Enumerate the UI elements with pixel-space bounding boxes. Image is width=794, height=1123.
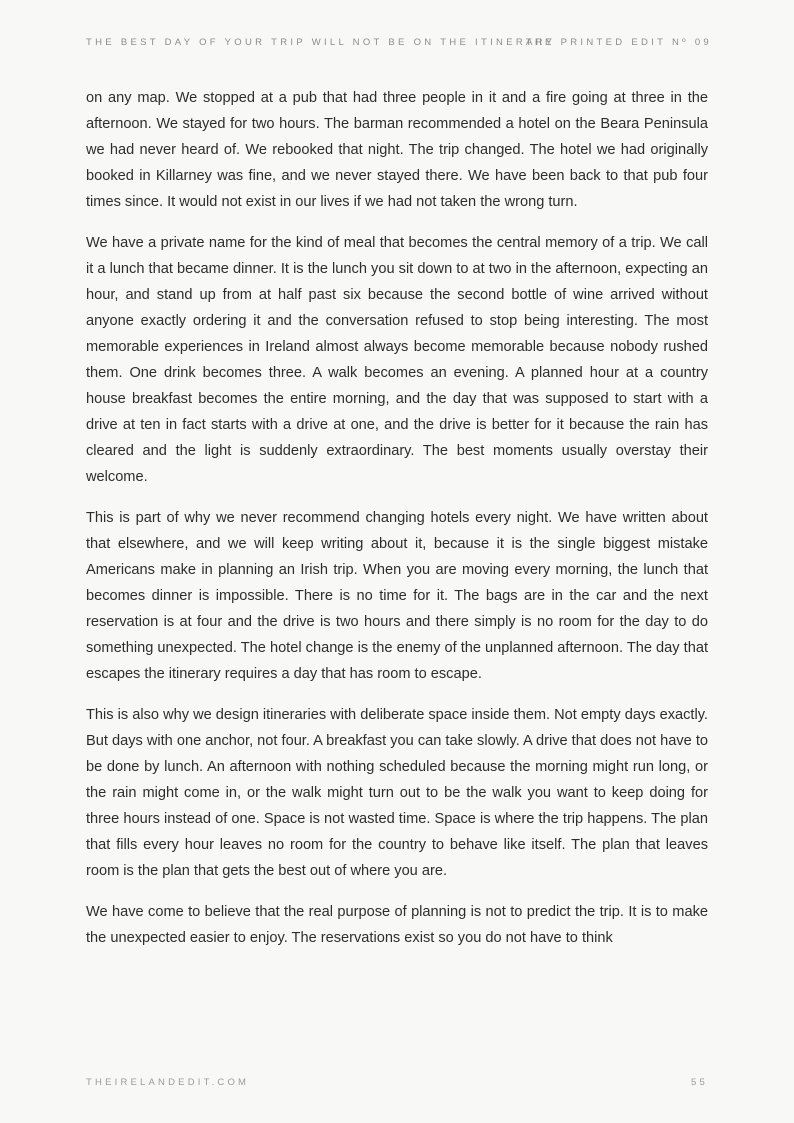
edition-label: THE PRINTED EDIT Nº 09 — [525, 37, 712, 48]
page-number: 55 — [691, 1077, 708, 1088]
article-body — [86, 85, 708, 966]
running-header — [86, 37, 712, 51]
paragraph: We have a private name for the kind of meal that becomes the central memory of a trip. We call it a lunch that became dinner. It is the lunch you sit down to at two in the afternoon, expecting an hour, and stand up from at half past six because the second bottle of wine arrived without anyone exactly ordering it and the conversation refused to stop being interesting. The most memorable experiences in Ireland almost always become memorable because nobody rushed them. One drink becomes three. A walk becomes an evening. A planned hour at a country house breakfast becomes the entire morning, and the day that was supposed to start with a drive at ten in fact starts with a drive at one, and the drive is better for it because the rain has cleared and the light is suddenly extraordinary. The best moments usually overstay their welcome. — [86, 235, 708, 485]
site-url: THEIRELANDEDIT.COM — [86, 1077, 250, 1088]
paragraph: We have come to believe that the real purpose of planning is not to predict the trip. It is to make the unexpected easier to enjoy. The reservations exist so you do not have to think — [86, 904, 708, 946]
page-footer — [86, 1077, 708, 1091]
paragraph: This is also why we design itineraries with deliberate space inside them. Not empty days exactly. But days with one anchor, not four. A breakfast you can take slowly. A drive that does not have to be done by lunch. An afternoon with nothing scheduled because the morning might run long, or the rain might come in, or the walk might turn out to be the walk you want to keep doing for three hours instead of one. Space is not wasted time. Space is where the trip happens. The plan that fills every hour leaves no room for the country to behave like itself. The plan that leaves room is the plan that gets the best out of where you are. — [86, 707, 708, 879]
paragraph: on any map. We stopped at a pub that had three people in it and a fire going at three in the afternoon. We stayed for two hours. The barman recommended a hotel on the Beara Peninsula we had never heard of. We rebooked that night. The trip changed. The hotel we had originally booked in Killarney was fine, and we never stayed there. We have been back to that pub four times since. It would not exist in our lives if we had not taken the wrong turn. — [86, 90, 708, 210]
paragraph: This is part of why we never recommend changing hotels every night. We have written about that elsewhere, and we will keep writing about it, because it is the single biggest mistake Americans make in planning an Irish trip. When you are moving every morning, the lunch that becomes dinner is impossible. There is no time for it. The bags are in the car and the next reservation is at four and the drive is two hours and there simply is no room for the day to do something unexpected. The hotel change is the enemy of the unplanned afternoon. The day that escapes the itinerary requires a day that has room to escape. — [86, 510, 708, 682]
article-title-header: THE BEST DAY OF YOUR TRIP WILL NOT BE ON THE ITINERARY — [86, 37, 556, 48]
